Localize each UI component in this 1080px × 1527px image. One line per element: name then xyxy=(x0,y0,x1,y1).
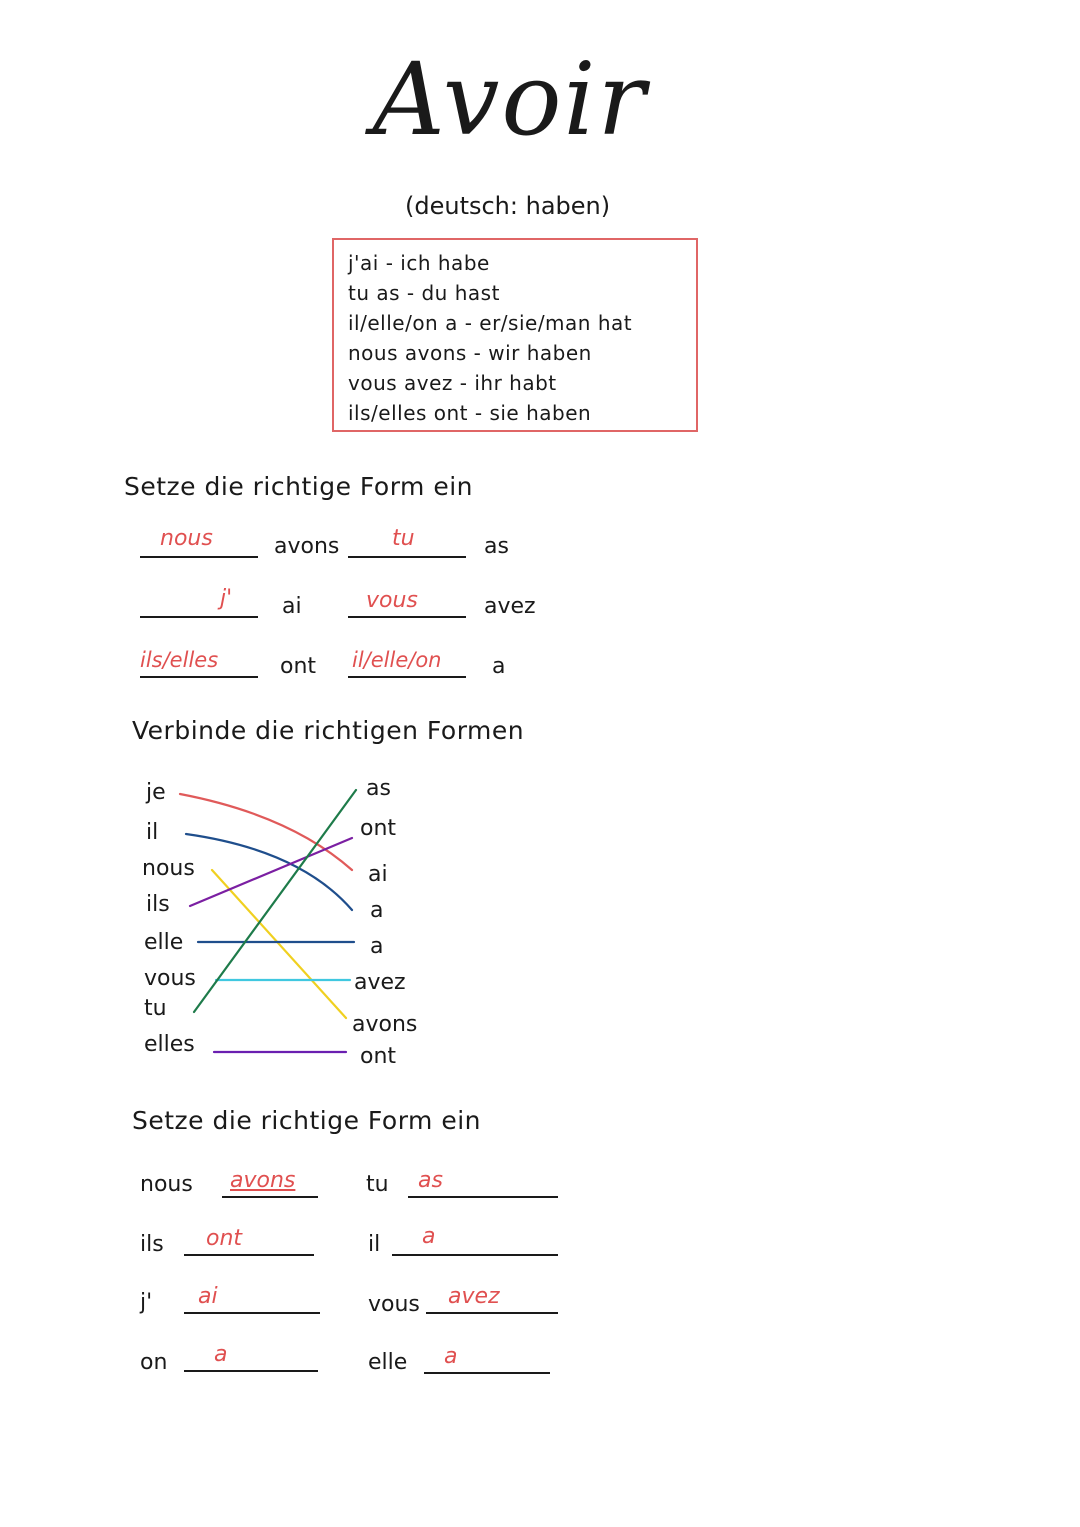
match-pronoun: vous xyxy=(144,966,196,991)
match-pronoun: il xyxy=(146,820,159,845)
fill-pronoun: j' xyxy=(140,1290,153,1315)
match-verb: ont xyxy=(360,1044,397,1069)
match-pronoun: elle xyxy=(144,930,184,955)
fill-pronoun: nous xyxy=(140,1172,193,1197)
exercise1-heading: Setze die richtige Form ein xyxy=(124,472,473,501)
exercise3-heading: Setze die richtige Form ein xyxy=(132,1106,481,1135)
fill-blank xyxy=(222,1196,318,1198)
exercise1-answer: j' xyxy=(220,586,233,611)
match-pronoun: je xyxy=(146,780,166,805)
match-pronoun: elles xyxy=(144,1032,195,1057)
exercise1-answer: ils/elles xyxy=(140,648,219,672)
fill-answer: a xyxy=(422,1224,436,1249)
conjugation-line: il/elle/on a - er/sie/man hat xyxy=(348,311,633,335)
fill-pronoun: il xyxy=(368,1232,381,1257)
match-pronoun: ils xyxy=(146,892,170,917)
fill-pronoun: ils xyxy=(140,1232,164,1257)
match-verb: avez xyxy=(354,970,406,995)
conjugation-line: ils/elles ont - sie haben xyxy=(348,401,592,425)
fill-blank xyxy=(392,1254,558,1256)
exercise1-answer: nous xyxy=(160,526,213,551)
conjugation-line: vous avez - ihr habt xyxy=(348,371,557,395)
connection-line-nous xyxy=(212,870,346,1018)
match-verb: ai xyxy=(368,862,388,887)
page-subtitle: (deutsch: haben) xyxy=(405,192,611,220)
match-pronoun: tu xyxy=(144,996,167,1021)
match-verb: a xyxy=(370,934,384,959)
fill-pronoun: tu xyxy=(366,1172,389,1197)
match-verb: as xyxy=(366,776,391,801)
conjugation-line: j'ai - ich habe xyxy=(348,251,490,275)
exercise1-verb: ont xyxy=(280,654,317,679)
fill-answer: avons xyxy=(230,1168,296,1193)
page-title: Avoir xyxy=(372,41,648,158)
fill-pronoun: vous xyxy=(368,1292,420,1317)
conjugation-line: tu as - du hast xyxy=(348,281,500,305)
match-verb: avons xyxy=(352,1012,418,1037)
match-verb: ont xyxy=(360,816,397,841)
fill-blank xyxy=(408,1196,558,1198)
exercise1-verb: avons xyxy=(274,534,340,559)
exercise1-verb: as xyxy=(484,534,509,559)
fill-blank xyxy=(426,1312,558,1314)
fill-answer: a xyxy=(214,1342,228,1367)
match-verb: a xyxy=(370,898,384,923)
fill-blank xyxy=(184,1254,314,1256)
fill-blank xyxy=(184,1370,318,1372)
exercise1-answer: tu xyxy=(392,526,415,551)
fill-blank xyxy=(184,1312,320,1314)
exercise1-answer: il/elle/on xyxy=(352,648,442,672)
exercise1-verb: ai xyxy=(282,594,302,619)
exercise1-answer: vous xyxy=(366,588,418,613)
conjugation-line: nous avons - wir haben xyxy=(348,341,592,365)
exercise1-verb: avez xyxy=(484,594,536,619)
match-pronoun: nous xyxy=(142,856,195,881)
exercise2-heading: Verbinde die richtigen Formen xyxy=(132,716,525,745)
fill-answer: as xyxy=(418,1168,443,1193)
fill-pronoun: elle xyxy=(368,1350,408,1375)
fill-answer: ont xyxy=(206,1226,243,1251)
fill-answer: ai xyxy=(198,1284,218,1309)
exercise1-verb: a xyxy=(492,654,506,679)
fill-answer: avez xyxy=(448,1284,500,1309)
fill-blank xyxy=(424,1372,550,1374)
fill-pronoun: on xyxy=(140,1350,168,1375)
fill-answer: a xyxy=(444,1344,458,1369)
